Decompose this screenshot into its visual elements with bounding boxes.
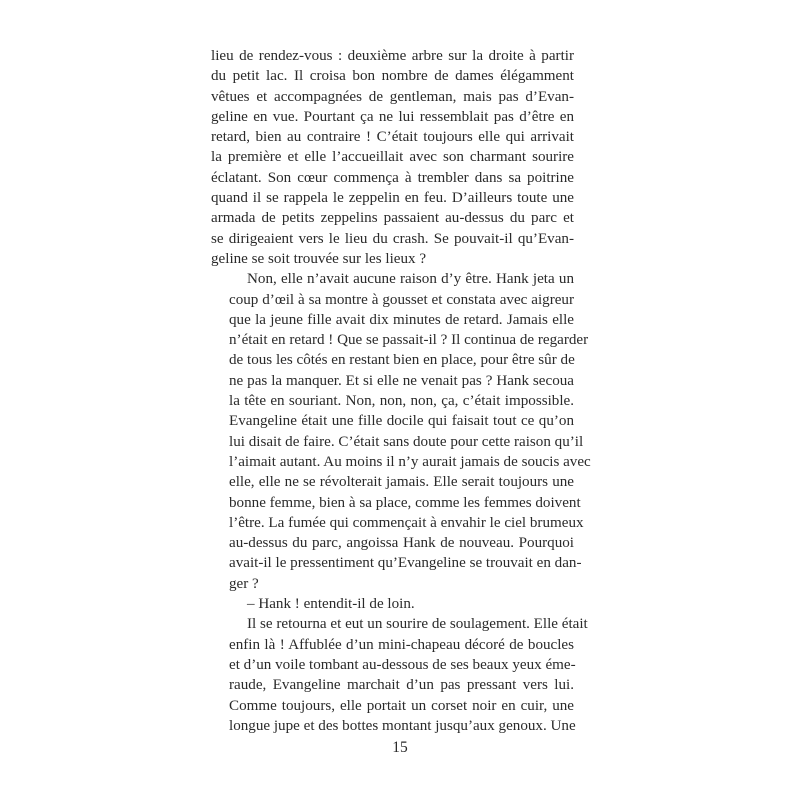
text-line: ger ? bbox=[229, 575, 259, 592]
text-line: vêtues et accompagnées de gentleman, mais pas d’Evan- bbox=[211, 88, 574, 105]
text-line: lieu de rendez-vous : deuxième arbre sur la droite à partir bbox=[211, 48, 574, 64]
text-line: geline se soit trouvée sur les lieux ? bbox=[211, 250, 427, 267]
text-line: – Hank ! entendit-il de loin. bbox=[247, 596, 415, 613]
paragraph bbox=[211, 269, 591, 594]
text-line: longue jupe et des bottes montant jusqu’aux genoux. Une bbox=[229, 717, 576, 734]
paragraph bbox=[211, 614, 588, 736]
paragraph bbox=[211, 46, 574, 269]
text-line: retard, bien au contraire ! C’était toujours elle qui arrivait bbox=[211, 129, 574, 146]
text-line: armada de petits zeppelins passaient au-dessus du parc et bbox=[211, 210, 574, 227]
text-line: bonne femme, bien à sa place, comme les femmes doivent bbox=[229, 494, 581, 511]
text-line: avait-il le pressentiment qu’Evangeline se trouvait en dan- bbox=[229, 555, 582, 572]
text-line: elle, elle ne se révolterait jamais. Elle serait toujours une bbox=[229, 474, 574, 491]
text-line: n’était en retard ! Que se passait-il ? Il continua de regarder bbox=[229, 332, 589, 349]
text-line: lui disait de faire. C’était sans doute pour cette raison qu’il bbox=[229, 433, 584, 450]
text-line: au-dessus du parc, angoissa Hank de nouveau. Pourquoi bbox=[229, 535, 574, 552]
text-line: éclatant. Son cœur commença à trembler dans sa poitrine bbox=[211, 169, 574, 186]
text-line: coup d’œil à sa montre à gousset et constata avec aigreur bbox=[229, 291, 574, 308]
body-text bbox=[211, 46, 591, 736]
text-line: raude, Evangeline marchait d’un pas pressant vers lui. bbox=[229, 677, 574, 694]
text-line: ne pas la manquer. Et si elle ne venait pas ? Hank secoua bbox=[229, 372, 574, 389]
text-line: Comme toujours, elle portait un corset noir en cuir, une bbox=[229, 697, 574, 714]
text-line: et d’un voile tombant au-dessous de ses beaux yeux éme- bbox=[229, 656, 576, 673]
text-line: la première et elle l’accueillait avec son charmant sourire bbox=[211, 149, 574, 166]
paragraph bbox=[211, 594, 574, 614]
text-line: la tête en souriant. Non, non, non, ça, c’était impossible. bbox=[229, 393, 574, 410]
text-line: Non, elle n’avait aucune raison d’y être. Hank jeta un bbox=[247, 271, 574, 288]
text-line: que la jeune fille avait dix minutes de retard. Jamais elle bbox=[229, 311, 574, 328]
text-line: quand il se rappela le zeppelin en feu. D’ailleurs toute une bbox=[211, 190, 574, 207]
page-number: 15 bbox=[392, 739, 408, 756]
text-line: du petit lac. Il croisa bon nombre de dames élégamment bbox=[211, 68, 574, 85]
text-line: Evangeline était une fille docile qui faisait tout ce qu’on bbox=[229, 413, 574, 430]
text-line: l’aimait autant. Au moins il n’y aurait jamais de soucis avec bbox=[229, 453, 591, 470]
text-line: enfin là ! Affublée d’un mini-chapeau décoré de boucles bbox=[229, 636, 574, 653]
text-line: se dirigeaient vers le lieu du crash. Se pouvait-il qu’Evan- bbox=[211, 230, 574, 247]
text-line: geline en vue. Pourtant ça ne lui ressemblait pas d’être en bbox=[211, 108, 574, 125]
text-line: l’être. La fumée qui commençait à envahir le ciel brumeux bbox=[229, 514, 584, 531]
text-line: Il se retourna et eut un sourire de soulagement. Elle était bbox=[247, 616, 588, 633]
text-line: de tous les côtés en restant bien en place, pour être sûr de bbox=[229, 352, 575, 369]
